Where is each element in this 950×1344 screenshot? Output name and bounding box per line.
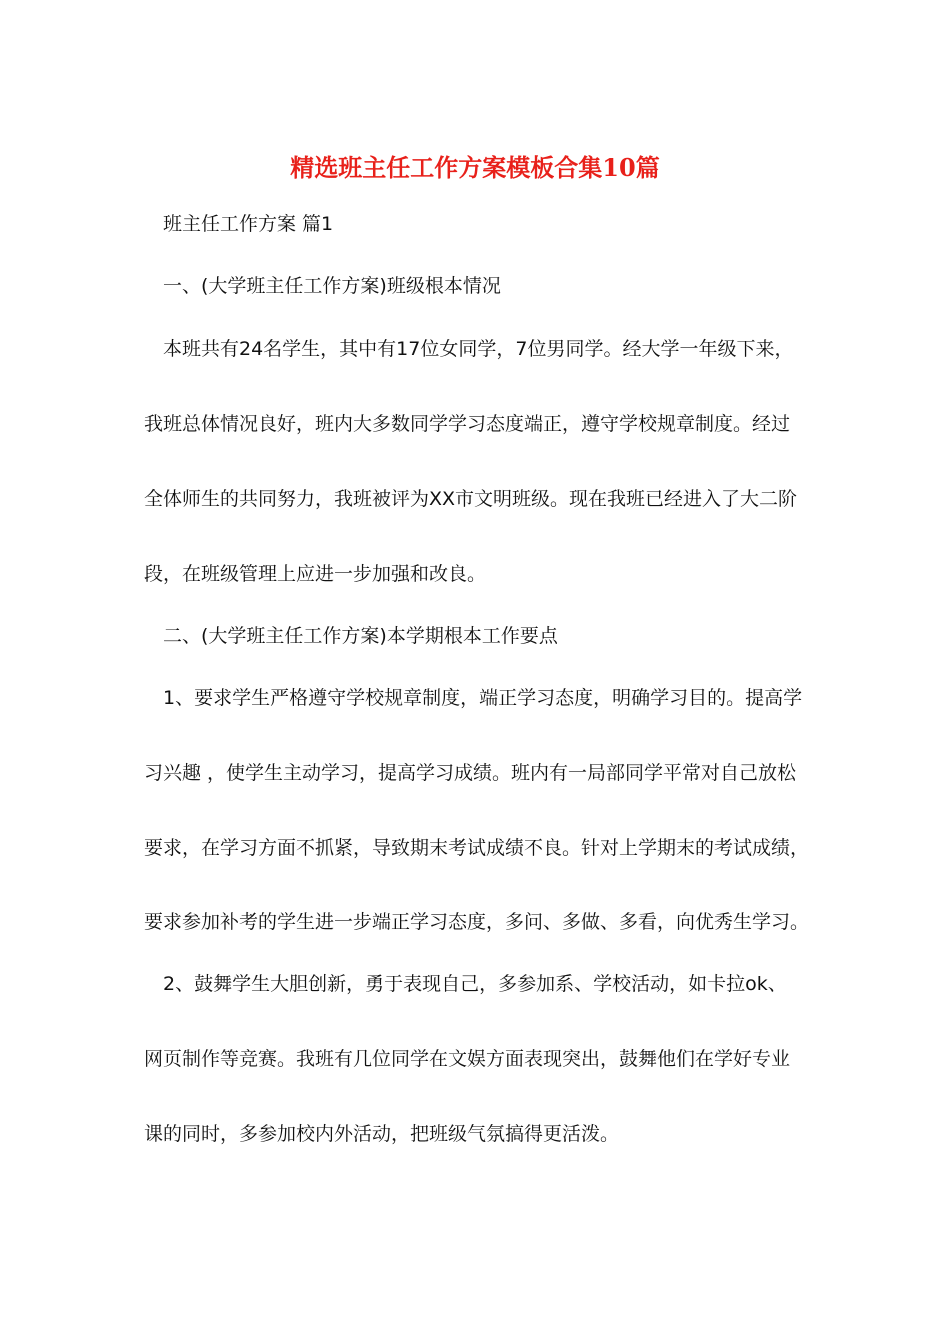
paragraph-line: 习兴趣 ，使学生主动学习，提高学习成绩。班内有一局部同学平常对自己放松 [144, 762, 797, 784]
paragraph-line: 要求参加补考的学生进一步端正学习态度，多问、多做、多看，向优秀生学习。 [144, 911, 810, 933]
paragraph-line: 网页制作等竞赛。我班有几位同学在文娱方面表现突出，鼓舞他们在学好专业 [144, 1048, 791, 1070]
subsection-heading: 二、(大学班主任工作方案)本学期根本工作要点 [163, 625, 558, 647]
section-heading: 班主任工作方案 篇1 [163, 213, 334, 235]
paragraph-line: 本班共有24名学生，其中有17位女同学，7位男同学。经大学一年级下来， [163, 338, 794, 360]
document-title: 精选班主任工作方案模板合集10篇 [290, 153, 660, 182]
subsection-heading: 一、(大学班主任工作方案)班级根本情况 [163, 275, 501, 297]
paragraph-line: 2、鼓舞学生大胆创新，勇于表现自己，多参加系、学校活动，如卡拉ok、 [163, 973, 787, 995]
paragraph-line: 要求，在学习方面不抓紧，导致期末考试成绩不良。针对上学期末的考试成绩， [144, 837, 810, 859]
paragraph-line: 段，在班级管理上应进一步加强和改良。 [144, 563, 487, 585]
paragraph-line: 我班总体情况良好，班内大多数同学学习态度端正，遵守学校规章制度。经过 [144, 413, 791, 435]
paragraph-line: 全体师生的共同努力，我班被评为XX市文明班级。现在我班已经进入了大二阶 [144, 488, 798, 510]
paragraph-line: 1、要求学生严格遵守学校规章制度，端正学习态度，明确学习目的。提高学 [163, 687, 803, 709]
paragraph-line: 课的同时，多参加校内外活动，把班级气氛搞得更活泼。 [144, 1123, 620, 1145]
